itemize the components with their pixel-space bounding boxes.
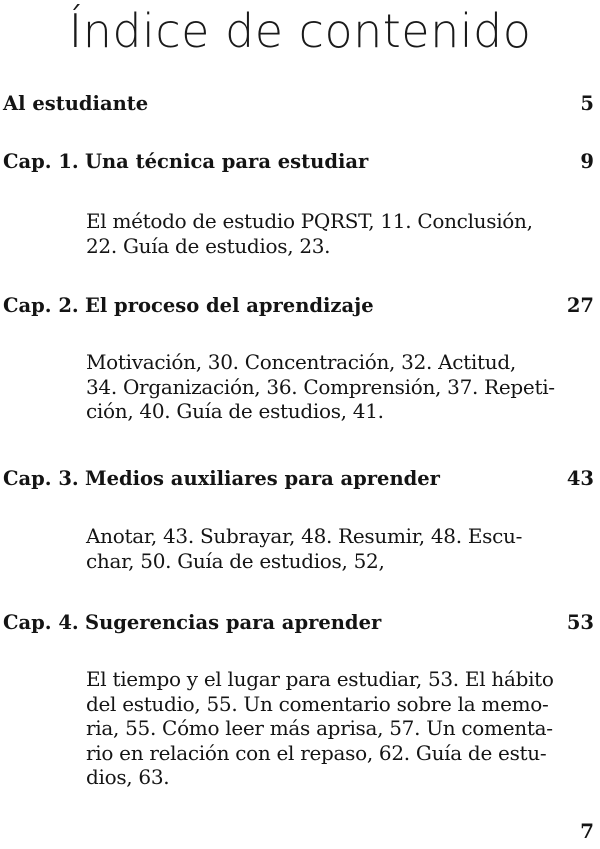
toc-entry-page: 43 (566, 467, 594, 490)
toc-chapter-number: Cap. 2. (3, 294, 79, 317)
toc-chapter-number: Cap. 4. (3, 611, 79, 634)
toc-entry-page: 5 (580, 92, 594, 115)
toc-entry-description (86, 209, 542, 258)
toc-entry-title: Medios auxiliares para aprender (85, 467, 440, 490)
toc-entry-page: 9 (580, 150, 594, 173)
description-line: char, 50. Guía de estudios, 52, (86, 548, 385, 573)
description-line: El método de estudio PQRST, 11. Conclusión, (86, 209, 533, 233)
description-line: ción, 40. Guía de estudios, 41. (86, 399, 384, 423)
toc-chapter-number: Cap. 1. (3, 150, 79, 173)
page-title: Índice de contenido (68, 4, 532, 58)
toc-entry-heading (3, 464, 594, 494)
toc-entry-page: 53 (566, 611, 594, 634)
toc-entry-heading (3, 89, 594, 119)
description-line: Anotar, 43. Subrayar, 48. Resumir, 48. Escu- (86, 524, 523, 548)
toc-entry-description (86, 524, 542, 573)
toc-entry-description (86, 667, 554, 790)
toc-entry-title: Una técnica para estudiar (85, 150, 369, 173)
toc-entry-page: 27 (566, 294, 594, 317)
page-number: 7 (580, 819, 594, 843)
description-line: El tiempo y el lugar para estudiar, 53. El hábito (86, 667, 554, 691)
toc-entry-heading (3, 608, 594, 638)
toc-entry-heading (3, 147, 594, 177)
description-line: ria, 55. Cómo leer más aprisa, 57. Un comenta- (86, 716, 553, 740)
description-line: Motivación, 30. Concentración, 32. Actitud, (86, 350, 516, 374)
description-line: del estudio, 55. Un comentario sobre la memo- (86, 691, 549, 716)
toc-entry-title: Sugerencias para aprender (85, 611, 382, 634)
toc-entry-title: El proceso del aprendizaje (85, 294, 374, 317)
toc-entry-title: Al estudiante (3, 92, 149, 115)
toc-entry-heading (3, 291, 594, 321)
description-line: 22. Guía de estudios, 23. (86, 233, 331, 258)
description-line: 34. Organización, 36. Comprensión, 37. Repeti- (86, 374, 555, 399)
toc-entry-description (86, 350, 555, 424)
toc-chapter-number: Cap. 3. (3, 467, 79, 490)
description-line: rio en relación con el repaso, 62. Guía de estu- (86, 740, 547, 765)
description-line: dios, 63. (86, 765, 170, 789)
